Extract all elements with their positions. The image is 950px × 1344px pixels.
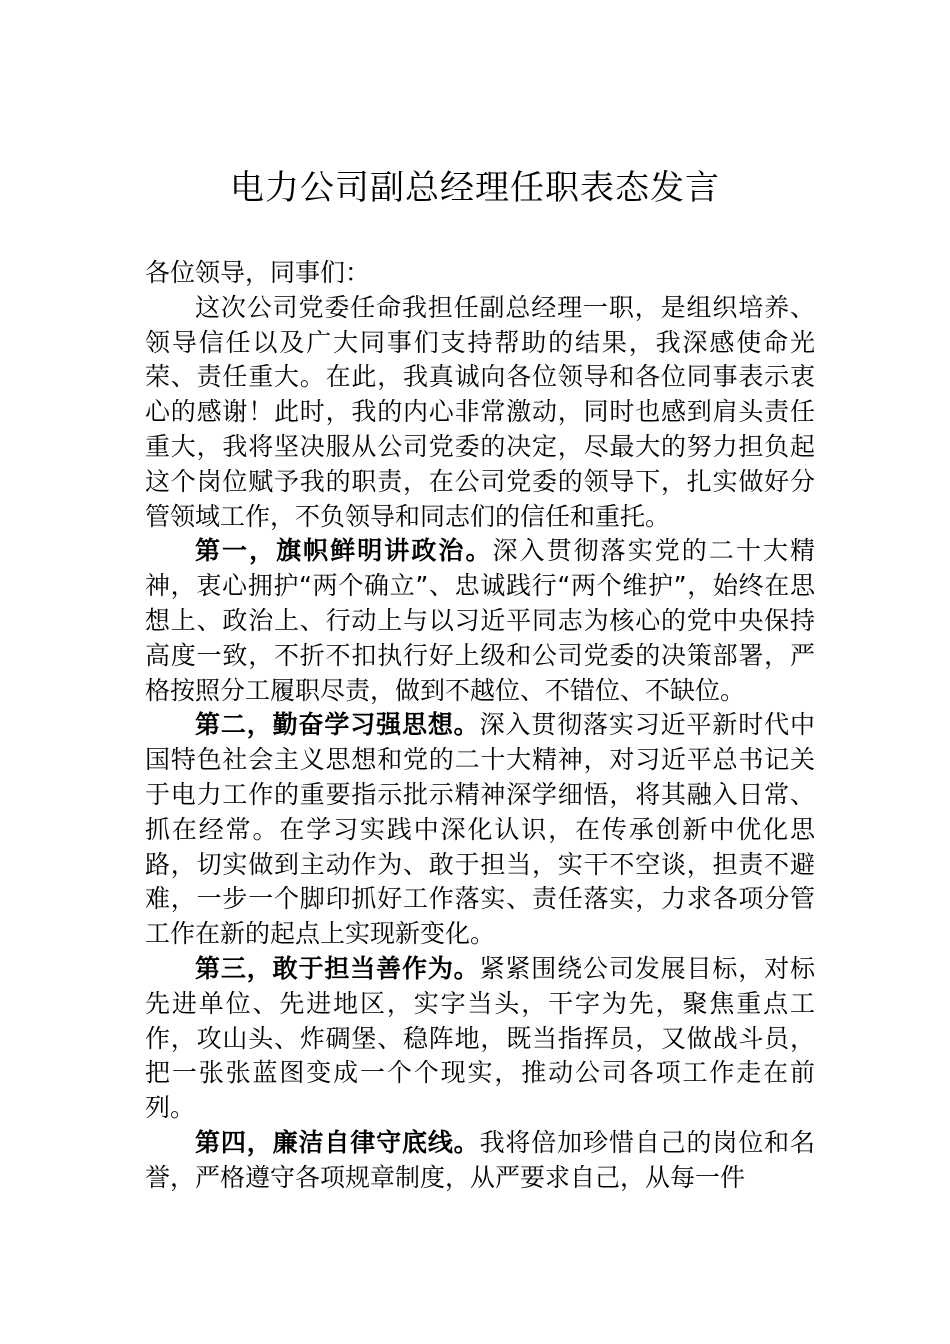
point-text-3: 紧紧围绕公司发展目标，对标先进单位、先进地区，实字当头，干字为先，聚焦重点工作，攻山头、炸碉堡、稳阵地，既当指挥员，又做战斗员，把一张张蓝图变成一个个现实，推动公司各项工作走在前列。 <box>145 953 815 1123</box>
point-paragraph-3 <box>145 952 815 1126</box>
point-heading-2: 第二，勤奋学习强思想。 <box>195 710 480 740</box>
intro-paragraph: 这次公司党委任命我担任副总经理一职，是组织培养、领导信任以及广大同事们支持帮助的结果，我深感使命光荣、责任重大。在此，我真诚向各位领导和各位同事表示衷心的感谢！此时，我的内心非常激动，同时也感到肩头责任重大，我将坚决服从公司党委的决定，尽最大的努力担负起这个岗位赋予我的职责，在公司党委的领导下，扎实做好分管领域工作，不负领导和同志们的信任和重托。 <box>145 292 815 531</box>
point-text-2: 深入贯彻落实习近平新时代中国特色社会主义思想和党的二十大精神，对习近平总书记关于电力工作的重要指示批示精神深学细悟，将其融入日常、抓在经常。在学习实践中深化认识，在传承创新中优化思路，切实做到主动作为、敢于担当，实干不空谈，担责不避难，一步一个脚印抓好工作落实、责任落实，力求各项分管工作在新的起点上实现新变化。 <box>145 710 815 949</box>
point-paragraph-2 <box>145 708 815 952</box>
document-body <box>145 256 815 1196</box>
point-text-4: 我将倍加珍惜自己的岗位和名誉，严格遵守各项规章制度，从严要求自己，从每一件 <box>145 1127 815 1192</box>
salutation: 各位领导，同事们： <box>145 258 371 287</box>
document-title: 电力公司副总经理任职表态发言 <box>230 168 720 208</box>
point-paragraph-1 <box>145 534 815 708</box>
point-text-1: 深入贯彻落实党的二十大精神，衷心拥护“两个确立”、忠诚践行“两个维护”，始终在思想上、政治上、行动上与以习近平同志为核心的党中央保持高度一致，不折不扣执行好上级和公司党委的决策部署，严格按照分工履职尽责，做到不越位、不错位、不缺位。 <box>145 536 815 705</box>
point-heading-1: 第一，旗帜鲜明讲政治。 <box>195 536 493 566</box>
point-heading-3: 第三，敢于担当善作为。 <box>195 953 480 983</box>
point-paragraph-4 <box>145 1126 815 1196</box>
point-heading-4: 第四，廉洁自律守底线。 <box>195 1127 480 1157</box>
